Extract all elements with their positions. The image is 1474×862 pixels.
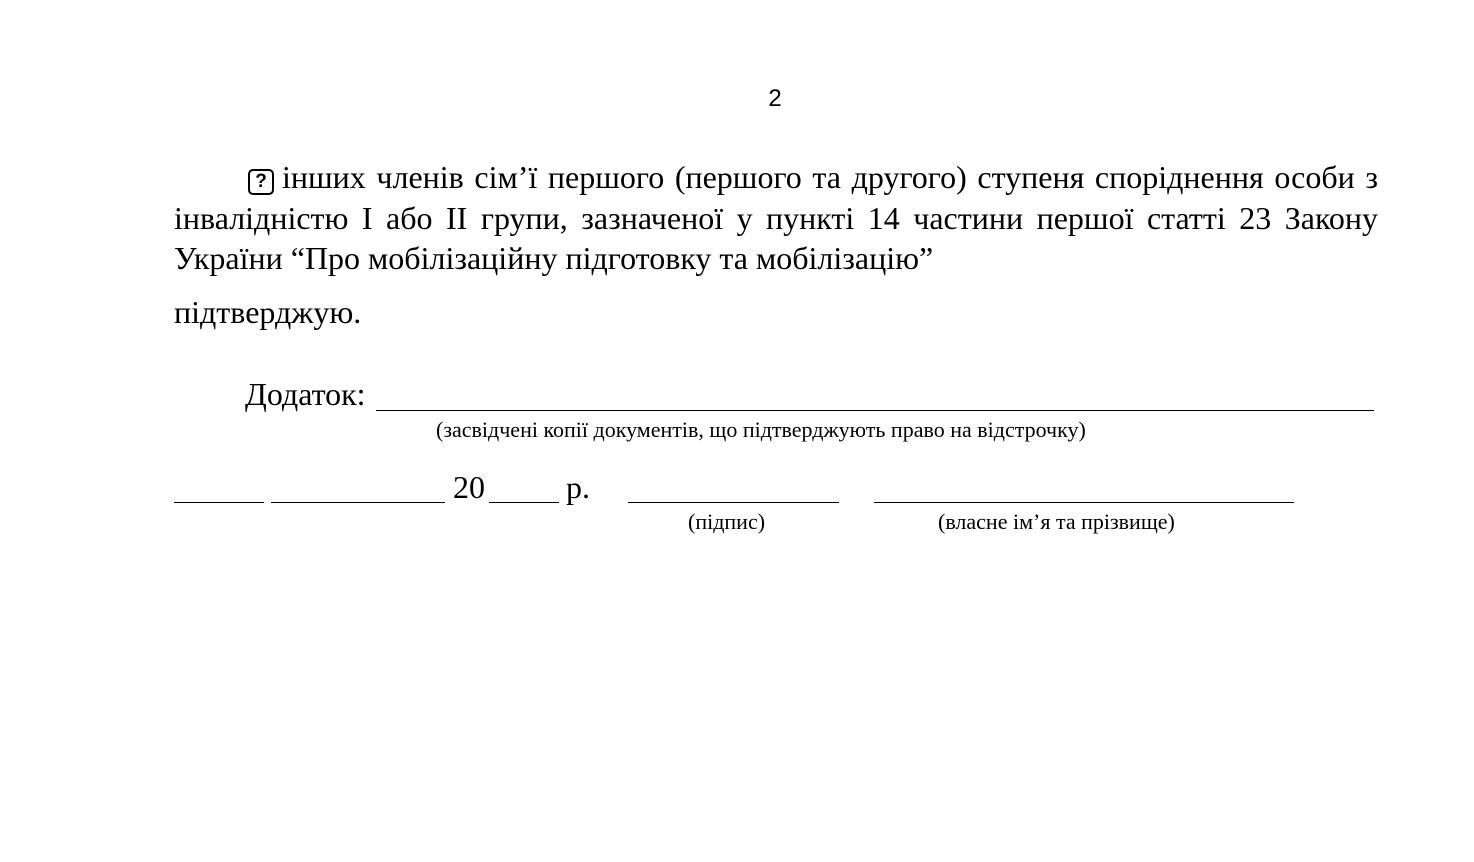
signature-blank xyxy=(628,502,839,503)
year-prefix: 20 xyxy=(453,469,485,505)
appendix-blank-line xyxy=(376,410,1374,411)
signature-caption: (підпис) xyxy=(688,509,766,534)
year-suffix: р. xyxy=(566,469,590,505)
body-paragraph xyxy=(174,157,1378,279)
date-day-blank xyxy=(174,502,264,503)
date-year-blank xyxy=(489,502,559,503)
page-number: 2 xyxy=(768,85,782,112)
appendix-label: Додаток: xyxy=(245,376,366,412)
date-month-blank xyxy=(271,502,445,503)
name-caption: (власне ім’я та прізвище) xyxy=(938,509,1175,534)
name-blank xyxy=(874,502,1294,503)
appendix-caption: (засвідчені копії документів, що підтверджують право на відстрочку) xyxy=(436,417,1086,442)
paragraph-text: інших членів сім’ї першого (першого та другого) ступеня споріднення особи з інвалідністю І або ІІ групи, зазначеної у пункті 14 частини першої статті 23 Закону України “Про мобілізаційну підготовку та мобілізацію” xyxy=(174,159,1378,276)
question-checkbox-icon[interactable]: ? xyxy=(248,169,274,195)
confirm-text: підтверджую. xyxy=(174,294,362,330)
